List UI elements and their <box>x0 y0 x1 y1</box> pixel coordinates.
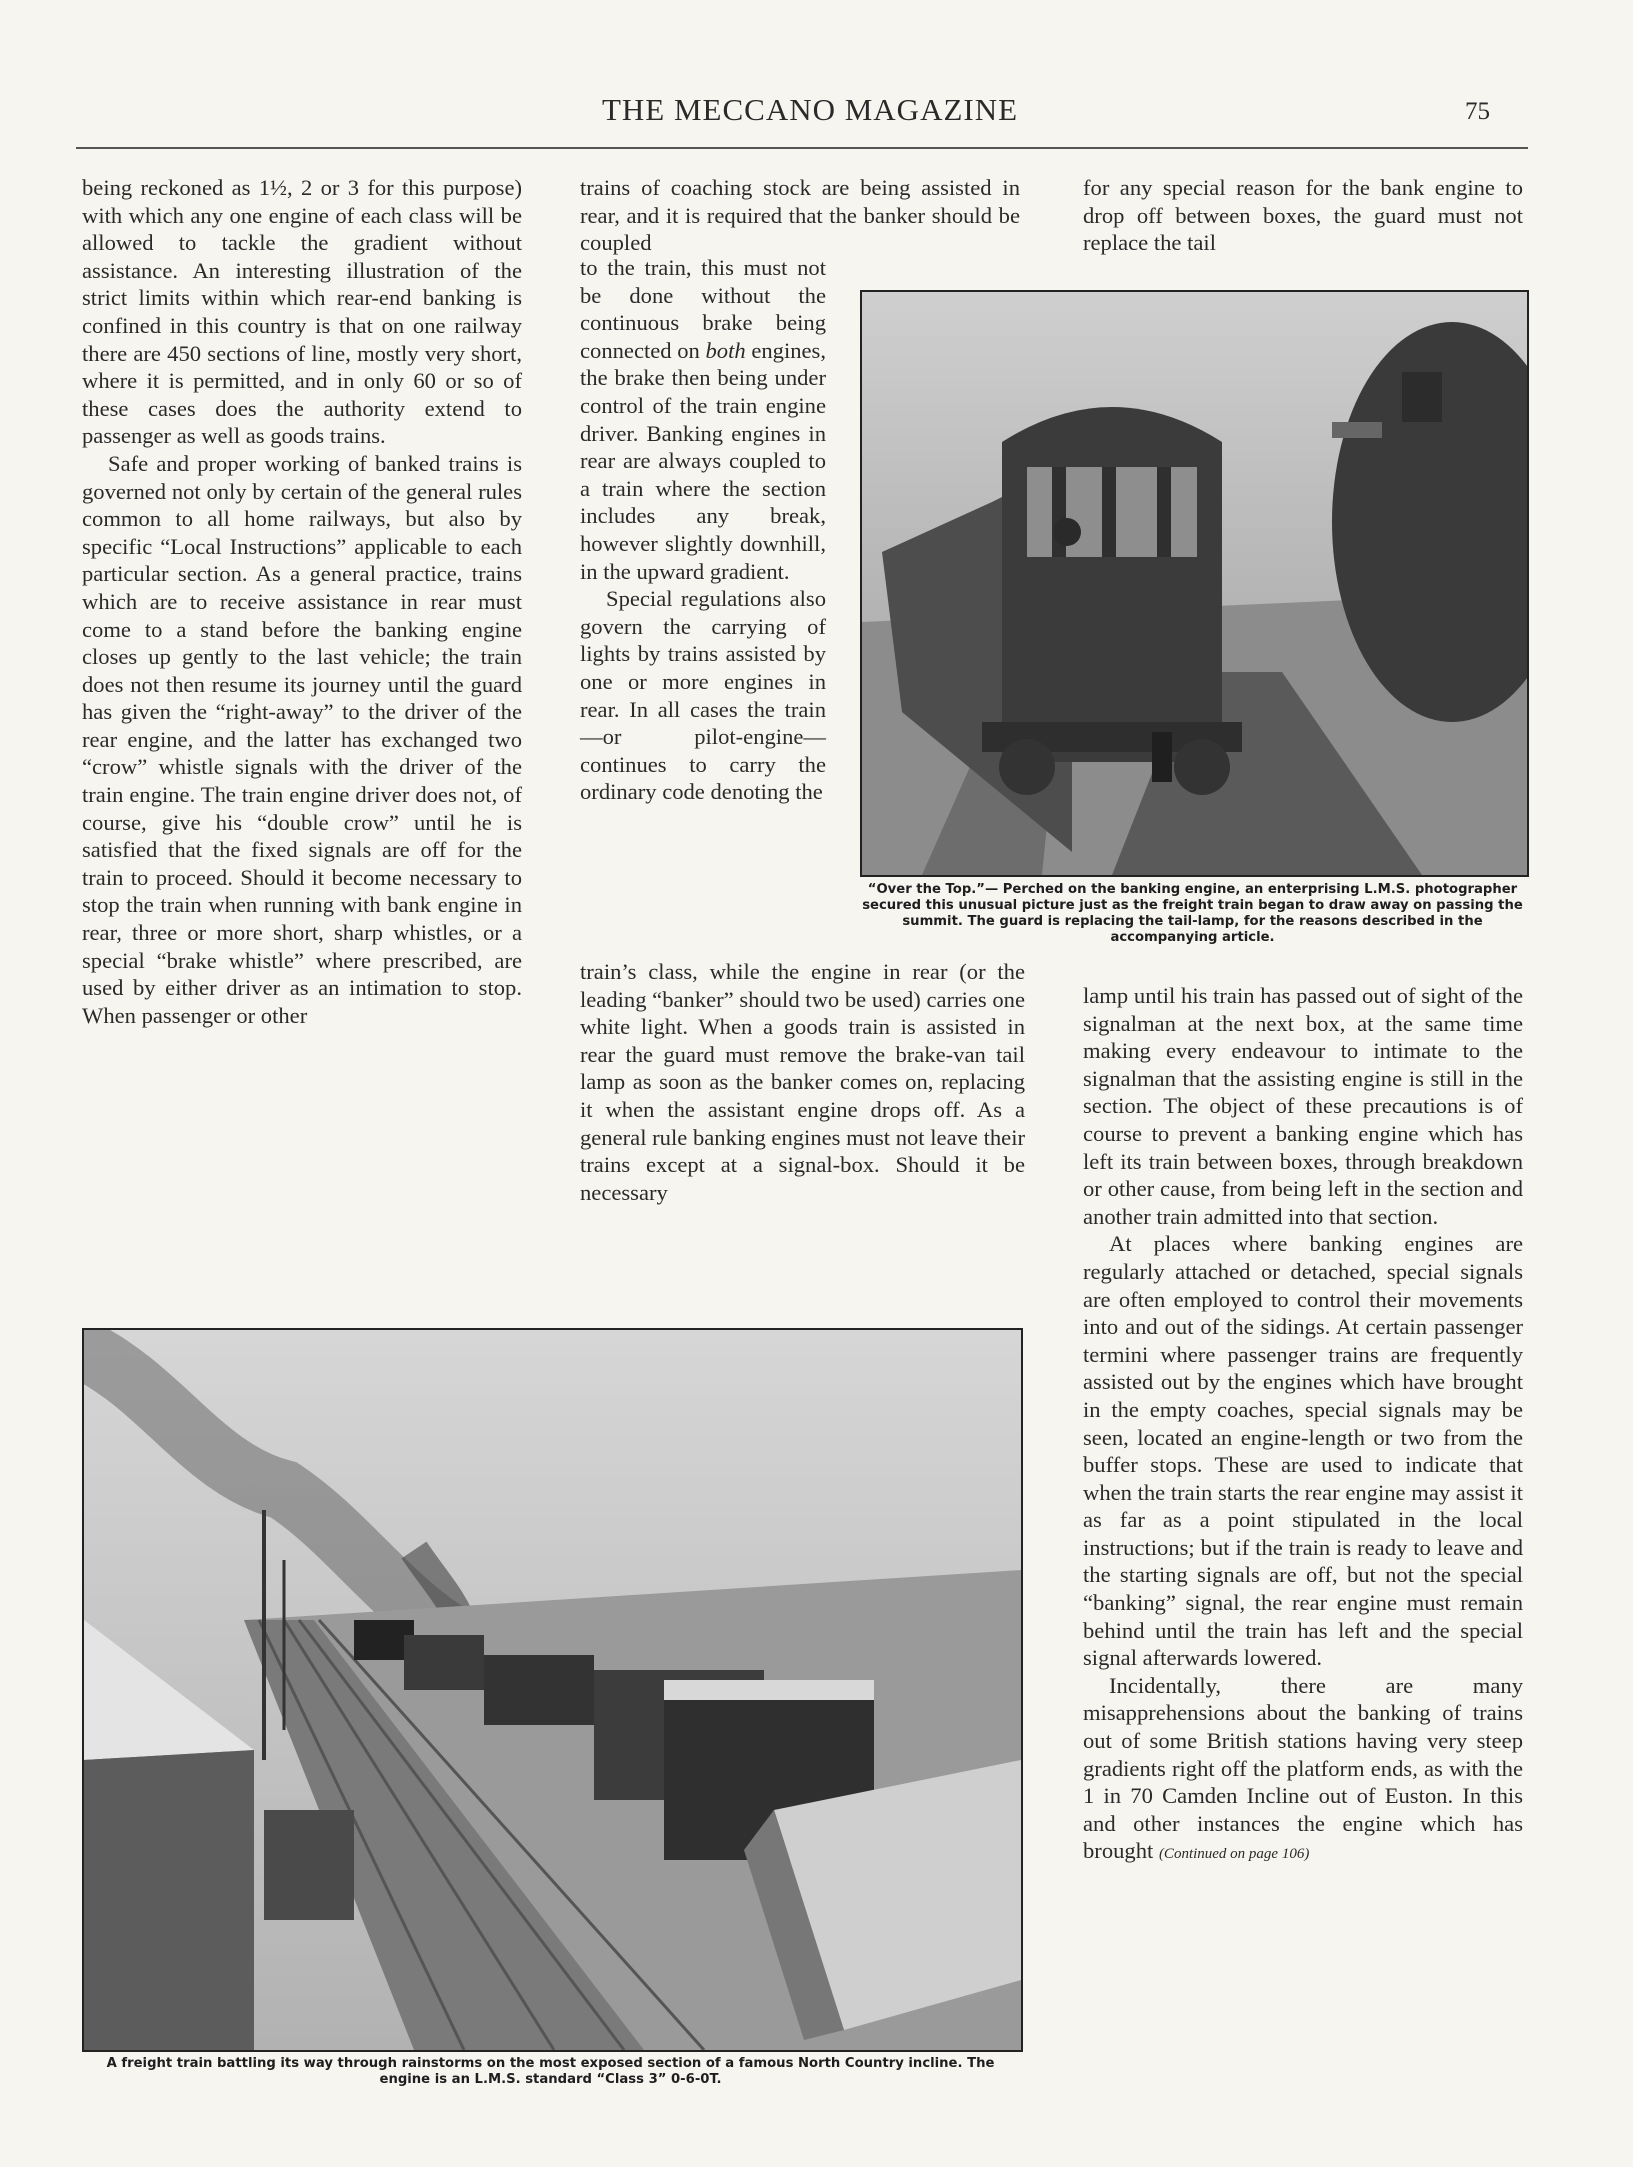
paragraph: At places where banking engines are regularly attached or detached, special signals are often employed to control their movements into and out of the sidings. At certain passenger termini where passenger trains are frequently assisted out by the engines which have brought in the empty coaches, special signals may be seen, located an engine-length or two from the buffer stops. These are used to indicate that when the train starts the rear engine may assist it as far as a point stipulated in the local instructions; but if the train is ready to leave and the starting signals are off, but not the special “banking” signal, the rear engine must remain behind until the train has left and the special signal afterwards lowered. <box>1083 1231 1523 1671</box>
page-title: THE MECCANO MAGAZINE <box>601 92 1019 127</box>
article-column-2-top <box>580 174 1020 257</box>
photo-illustration <box>862 292 1527 875</box>
banking-engine-photo <box>860 290 1529 877</box>
paragraph: for any special reason for the bank engine to drop off between boxes, the guard must not replace the tail <box>1083 175 1523 256</box>
paragraph <box>580 254 826 585</box>
article-column-3-bottom <box>1083 982 1523 1869</box>
freight-train-photo <box>82 1328 1023 2052</box>
text-run: engines, the brake then being under control of the train engine driver. Banking engines in rear are always coupled to a train where the section includes any break, however slightly downhill, in the upward gradient. <box>580 337 826 584</box>
paragraph <box>1083 1672 1523 1869</box>
photo-caption-top: “Over the Top.”— Perched on the banking engine, an enterprising L.M.S. photographer secured this unusual picture just as the freight train began to draw away on passing the summit. The guard is replacing the tail-lamp, for the reasons described in the accompanying article. <box>862 882 1523 945</box>
paragraph: Special regulations also govern the carrying of lights by trains assisted by one or more engines in rear. In all cases the train—or pilot-engine—continues to carry the ordinary code denoting the <box>580 586 826 805</box>
paragraph: trains of coaching stock are being assisted in rear, and it is required that the banker should be coupled <box>580 175 1020 256</box>
article-column-3-top <box>1083 174 1523 257</box>
photo-illustration <box>84 1330 1021 2050</box>
article-column-1 <box>82 174 522 1029</box>
paragraph: lamp until his train has passed out of sight of the signalman at the next box, at the same time making every endeavour to intimate to the signalman that the assisting engine is still in the section. The object of these precautions is of course to prevent a banking engine which has left its train between boxes, through breakdown or other cause, from being left in the section and another train admitted into that section. <box>1083 983 1523 1229</box>
emphasis-text: both <box>705 337 746 363</box>
header-rule <box>76 147 1528 149</box>
paragraph: Safe and proper working of banked trains is governed not only by certain of the general rules common to all home railways, but also by specific “Local Instructions” applicable to each particular section. As a general practice, trains which are to receive assistance in rear must come to a stand before the banking engine closes up gently to the last vehicle; the train does not then resume its journey until the guard has given the “right-away” to the driver of the rear engine, and the latter has exchanged two “crow” whistle signals with the driver of the train engine. The train engine driver does not, of course, give his “double crow” until he is satisfied that the fixed signals are off for the train to proceed. Should it become necessary to stop the train when running with bank engine in rear, three or more short, sharp whistles, or a special “brake whistle” where prescribed, are used by either driver as an intimation to stop. When passenger or other <box>82 450 522 1028</box>
photo-caption-bottom: A freight train battling its way through rainstorms on the most exposed section of a famous North Country incline. The engine is an L.M.S. standard “Class 3” 0-6-0T. <box>106 2056 995 2087</box>
continued-note: (Continued on page 106) <box>1158 1846 1310 1863</box>
page-number: 75 <box>1465 98 1490 125</box>
article-column-2-bottom <box>580 958 1025 1206</box>
paragraph: train’s class, while the engine in rear (or the leading “banker” should two be used) carries one white light. When a goods train is assisted in rear the guard must remove the brake-van tail lamp as soon as the banker comes on, replacing it when the assistant engine drops off. As a general rule banking engines must not leave their trains except at a signal-box. Should it be necessary <box>580 959 1025 1205</box>
text-run: Incidentally, there are many misapprehensions about the banking of trains out of some British stations having very steep gradients right off the platform ends, as with the 1 in 70 Camden Incline out of Euston. In this and other instances the engine which has brought <box>1083 1672 1523 1864</box>
text-run: to the train, this must not be done without the continuous brake being connected on <box>580 255 826 363</box>
paragraph: being reckoned as 1½, 2 or 3 for this purpose) with which any one engine of each class will be allowed to tackle the gradient without assistance. An interesting illustration of the strict limits within which rear-end banking is confined in this country is that on one railway there are 450 sections of line, mostly very short, where it is permitted, and in only 60 or so of these cases does the authority extend to passenger as well as goods trains. <box>82 175 522 449</box>
article-column-2-narrow <box>580 254 826 806</box>
